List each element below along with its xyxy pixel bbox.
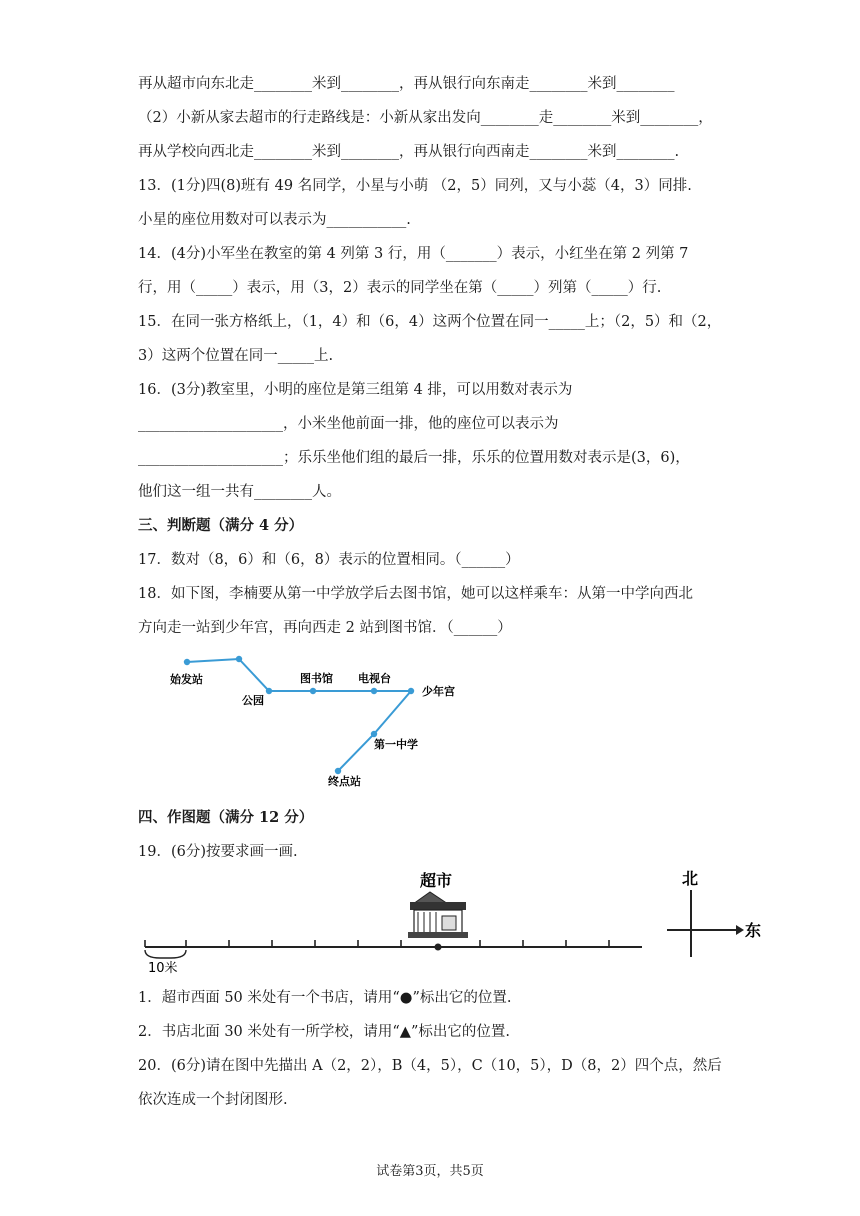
question-line: 行，用（_____）表示，用（3，2）表示的同学坐在第（_____）列第（_____）行. bbox=[138, 280, 662, 296]
scale-ticks bbox=[145, 940, 609, 947]
stop-dot-tv bbox=[371, 688, 377, 694]
scale-line-figure bbox=[130, 862, 770, 977]
east-label: 东 bbox=[745, 921, 762, 940]
stop-dot-school bbox=[371, 731, 377, 737]
east-arrow-icon bbox=[736, 925, 744, 935]
question-13: 13．(1分)四(8)班有 49 名同学，小星与小萌 （2，5）同列，又与小蕊（4，3）同排. bbox=[138, 178, 692, 194]
section-heading-drawing: 四、作图题（满分 12 分） bbox=[138, 809, 314, 826]
stop-dot-library bbox=[310, 688, 316, 694]
supermarket-label: 超市 bbox=[420, 871, 453, 890]
section-heading-judgment: 三、判断题（满分 4 分） bbox=[138, 517, 304, 534]
stop-dot-end bbox=[335, 768, 341, 774]
stop-dot-youth bbox=[408, 688, 414, 694]
question-line: 依次连成一个封闭图形. bbox=[138, 1092, 288, 1108]
stop-dot-park bbox=[266, 688, 272, 694]
north-label: 北 bbox=[682, 869, 699, 888]
stop-dot-bend bbox=[236, 656, 242, 662]
stop-label-end: 终点站 bbox=[328, 775, 361, 788]
stop-label-park: 公园 bbox=[242, 694, 264, 707]
question-line: 再从超市向东北走________米到________，再从银行向东南走________米到________ bbox=[138, 76, 675, 92]
question-17: 17．数对（8，6）和（6，8）表示的位置相同。（______） bbox=[138, 552, 520, 568]
question-16: 16．(3分)教室里，小明的座位是第三组第 4 排，可以用数对表示为 bbox=[138, 382, 573, 398]
instruction-1: 1．超市西面 50 米处有一个书店，请用“●”标出它的位置. bbox=[138, 990, 512, 1006]
question-14: 14．(4分)小军坐在教室的第 4 列第 3 行，用（_______）表示，小红坐在第 2 列第 7 bbox=[138, 246, 689, 262]
supermarket-building-icon bbox=[408, 892, 468, 938]
stop-label-tv: 电视台 bbox=[358, 672, 391, 685]
scale-label: 10米 bbox=[148, 961, 178, 976]
supermarket-point bbox=[435, 944, 442, 951]
page-footer: 试卷第3页，共5页 bbox=[376, 1164, 484, 1179]
question-line: 方向走一站到少年宫，再向西走 2 站到图书馆．（______） bbox=[138, 620, 512, 636]
question-line: （2）小新从家去超市的行走路线是：小新从家出发向________走________米到________， bbox=[138, 110, 713, 126]
question-line: 他们这一组一共有________人。 bbox=[138, 484, 341, 500]
question-15: 15．在同一张方格纸上，（1，4）和（6，4）这两个位置在同一_____上；（2，5）和（2， bbox=[138, 314, 722, 330]
stop-dot-start bbox=[184, 659, 190, 665]
question-line: 再从学校向西北走________米到________，再从银行向西南走________米到________. bbox=[138, 144, 680, 160]
instruction-2: 2．书店北面 30 米处有一所学校，请用“▲”标出它的位置. bbox=[138, 1024, 510, 1040]
question-line: ____________________；乐乐坐他们组的最后一排，乐乐的位置用数对表示是(3，6)， bbox=[138, 450, 690, 466]
stop-label-youth: 少年宫 bbox=[422, 685, 455, 698]
stop-label-school: 第一中学 bbox=[374, 738, 418, 751]
bus-route-map bbox=[150, 645, 510, 795]
question-line: 小星的座位用数对可以表示为___________. bbox=[138, 212, 411, 228]
question-20: 20．(6分)请在图中先描出 A（2，2），B（4，5），C（10，5），D（8，2）四个点，然后 bbox=[138, 1058, 722, 1074]
stop-label-start: 始发站 bbox=[170, 673, 203, 686]
question-19: 19．(6分)按要求画一画. bbox=[138, 844, 298, 860]
question-18: 18．如下图，李楠要从第一中学放学后去图书馆，她可以这样乘车：从第一中学向西北 bbox=[138, 586, 693, 602]
stop-label-library: 图书馆 bbox=[300, 672, 333, 685]
scale-brace bbox=[145, 950, 186, 958]
question-line: ____________________，小米坐他前面一排，他的座位可以表示为 bbox=[138, 416, 559, 432]
question-line: 3）这两个位置在同一_____上. bbox=[138, 348, 334, 364]
